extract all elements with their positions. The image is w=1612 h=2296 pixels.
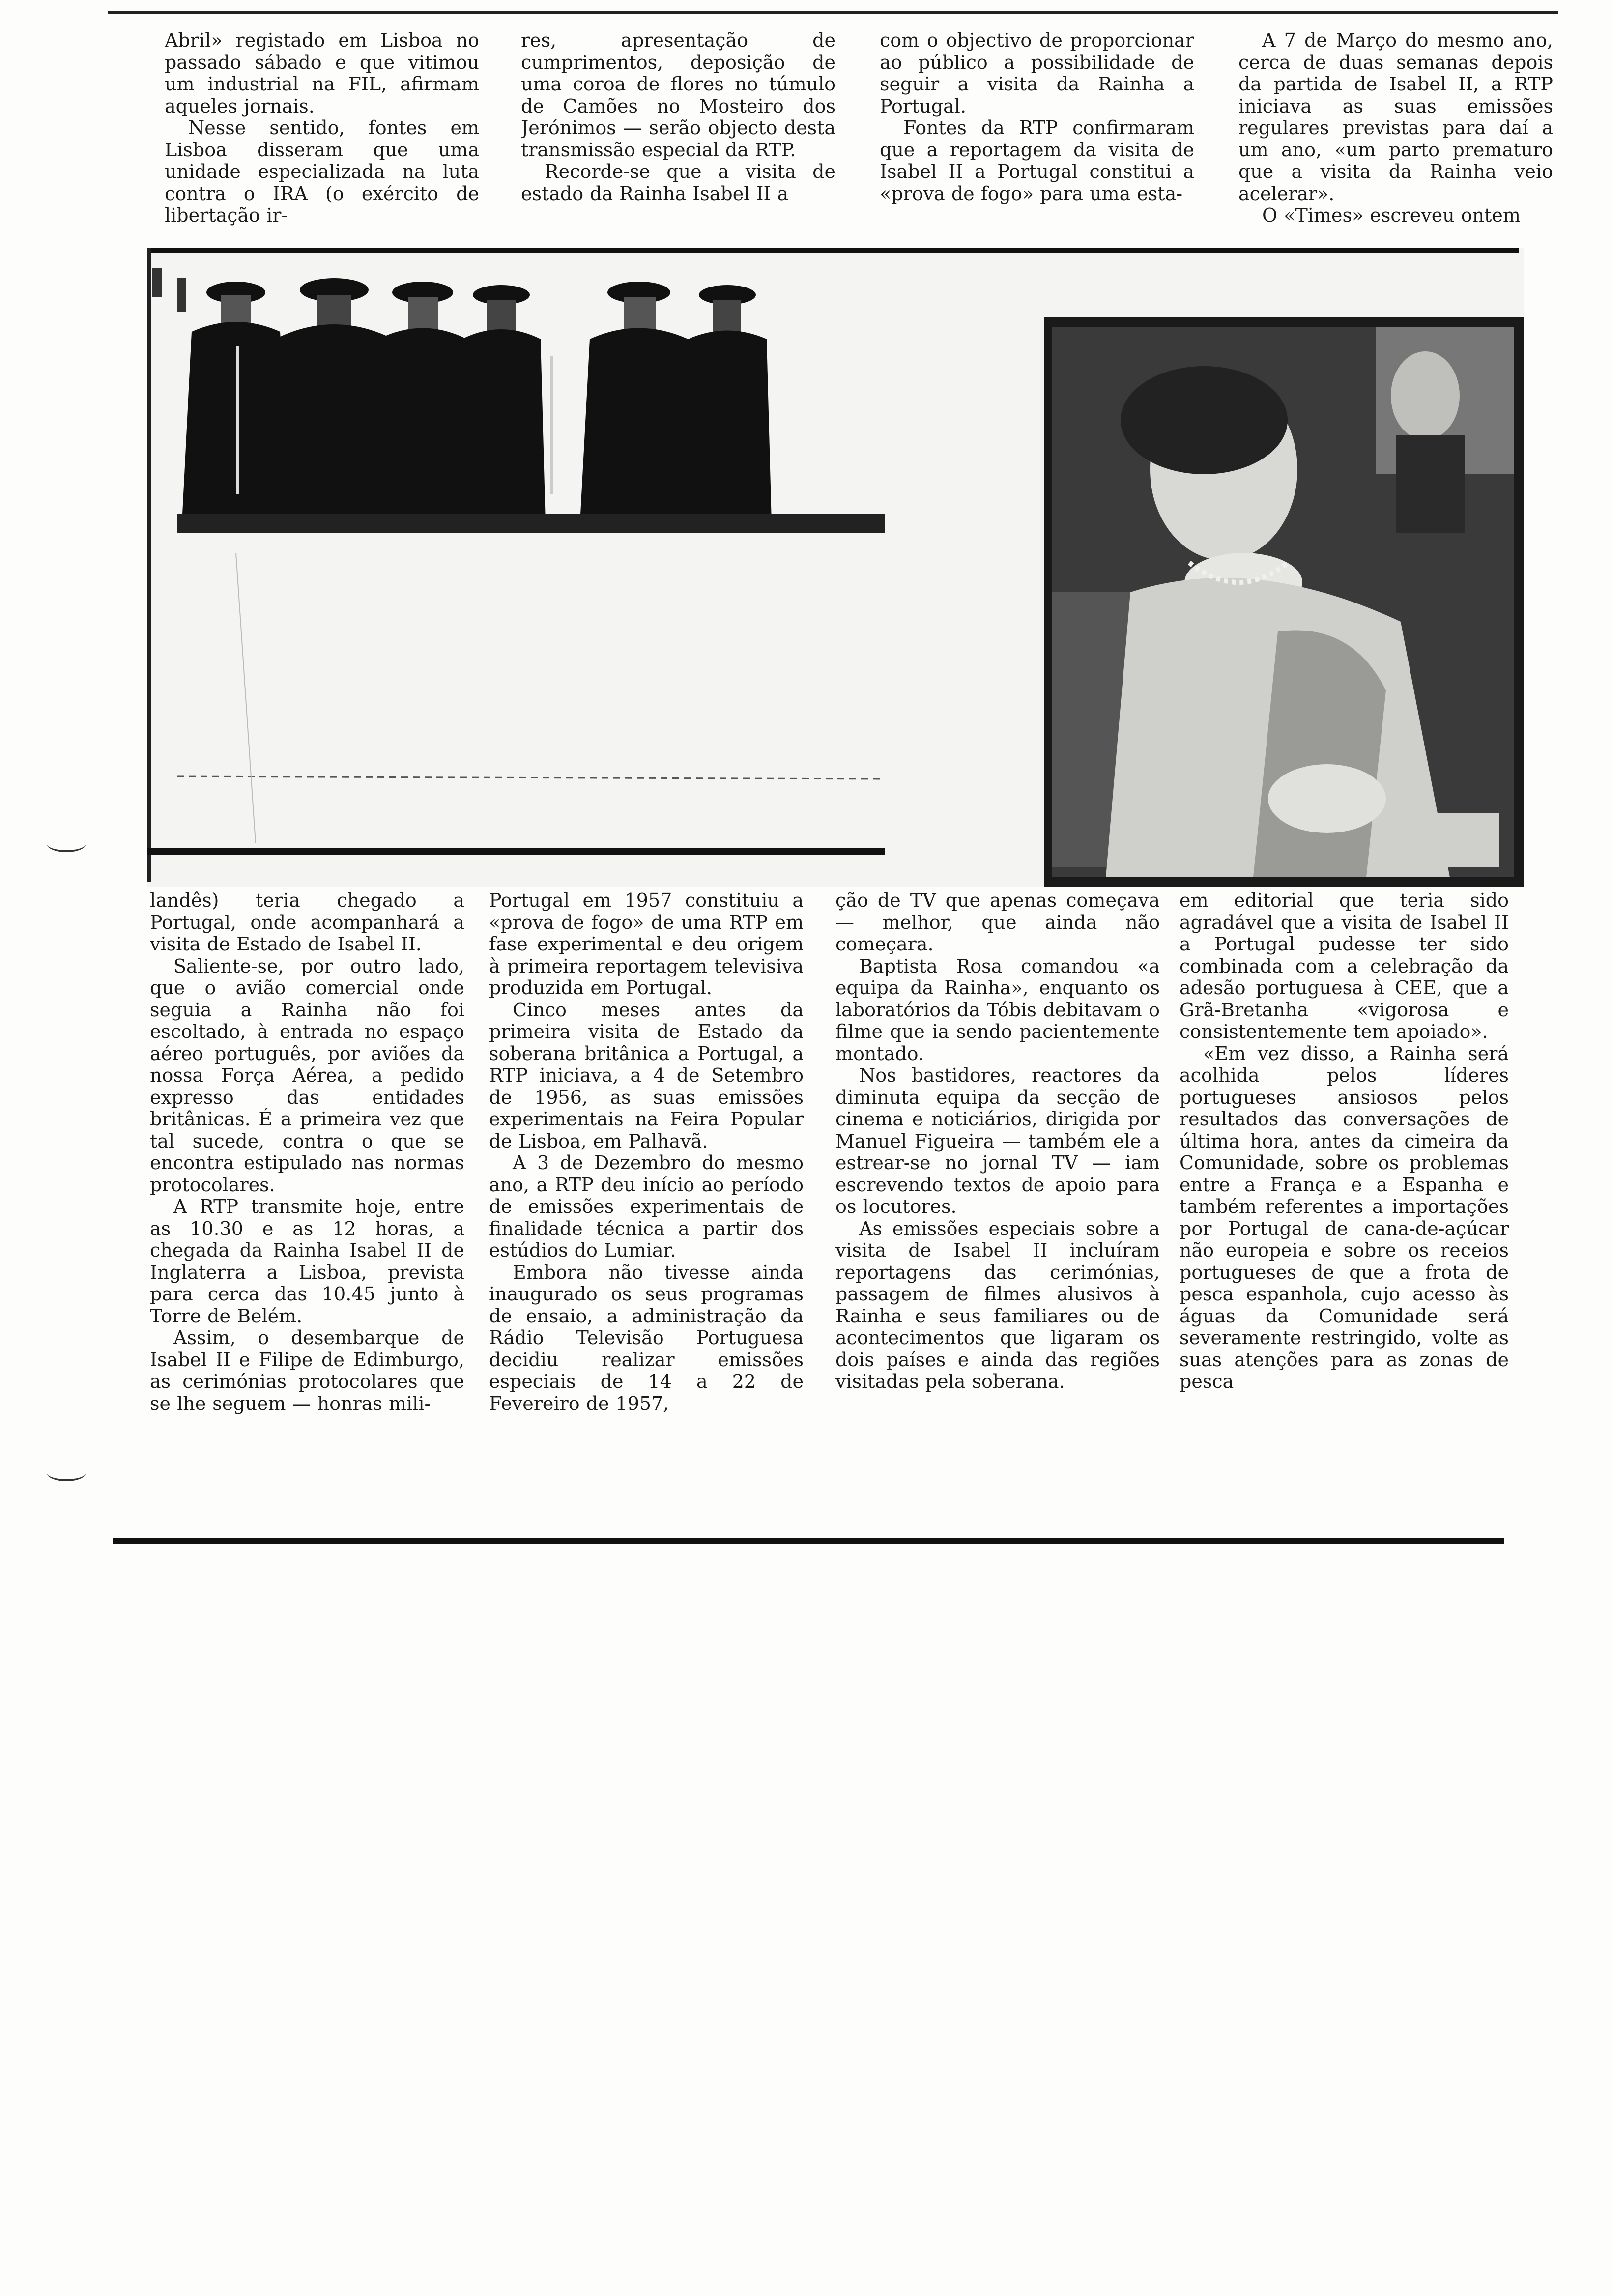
paragraph: Fontes da RTP confirmaram que a reportagem da visita de Isabel II a Portugal constitui a «prova de fogo» para uma esta- bbox=[880, 117, 1194, 204]
top-column-1 bbox=[165, 29, 479, 256]
scan-mark bbox=[47, 1464, 86, 1481]
paragraph: Portugal em 1957 constituiu a «prova de fogo» de uma RTP em fase experimental e deu origem à primeira reportagem televisiva produzida em Portugal. bbox=[489, 890, 804, 999]
paragraph: A 7 de Março do mesmo ano, cerca de duas semanas depois da partida de Isabel II, a RTP iniciava as suas emissões regulares previstas para daí a um ano, «um parto prematuro que a visita da Rainha veio acelerar». bbox=[1238, 29, 1553, 204]
top-column-2 bbox=[521, 29, 835, 256]
scan-mark bbox=[47, 835, 86, 852]
paragraph: A RTP transmite hoje, entre as 10.30 e as 12 horas, a chegada da Rainha Isabel II de Inglaterra a Lisboa, prevista para cerca das 10.45 junto à Torre de Belém. bbox=[150, 1196, 464, 1327]
paragraph: ção de TV que apenas começava — melhor, que ainda não começara. bbox=[835, 890, 1160, 955]
paragraph: Baptista Rosa comandou «a equipa da Rainha», enquanto os laboratórios da Tóbis debitavam o filme que ia sendo pacientemente montado. bbox=[835, 955, 1160, 1064]
paragraph: res, apresentação de cumprimentos, deposição de uma coroa de flores no túmulo de Camões no Mosteiro dos Jerónimos — serão objecto desta transmissão especial da RTP. bbox=[521, 29, 835, 161]
bottom-column-2 bbox=[489, 890, 804, 1528]
bottom-rule bbox=[113, 1538, 1504, 1544]
paragraph: O «Times» escreveu ontem bbox=[1262, 204, 1521, 226]
paragraph: As emissões especiais sobre a visita de Isabel II incluíram reportagens das cerimónias, passagem de filmes alusivos à Rainha e seus familiares ou de acontecimentos que ligaram os dois países e ainda das regiões visitadas pela soberana. bbox=[835, 1217, 1160, 1392]
paragraph: «Em vez disso, a Rainha será acolhida pelos líderes portugueses ansiosos pelos resultados das conversações de última hora, antes da cimeira da Comunidade, sobre os problemas entre a França e a Espanha e também referentes a importações por Portugal de cana-de-açúcar não europeia e sobre os receios portugueses de que a frota de pesca espanhola, cujo acesso às águas da Comunidade será severamente restringido, volte as suas atenções para as zonas de pesca bbox=[1180, 1042, 1509, 1392]
news-photo bbox=[147, 248, 1524, 887]
paragraph: Embora não tivesse ainda inaugurado os seus programas de ensaio, a administração da Rádio Televisão Portuguesa decidiu realizar emissões especiais de 14 a 22 de Fevereiro de 1957, bbox=[489, 1261, 804, 1414]
bottom-column-1 bbox=[150, 890, 464, 1528]
paragraph: Nesse sentido, fontes em Lisboa disseram que uma unidade especializada na luta contra o IRA (o exército de libertação ir- bbox=[165, 117, 479, 226]
paragraph: com o objectivo de proporcionar ao público a possibilidade de seguir a visita da Rainha a Portugal. bbox=[880, 29, 1194, 117]
top-column-3 bbox=[880, 29, 1194, 256]
paragraph: landês) teria chegado a Portugal, onde acompanhará a visita de Estado de Isabel II. bbox=[150, 890, 464, 955]
photo-officers-and-queen bbox=[147, 248, 1524, 887]
paragraph: Assim, o desembarque de Isabel II e Filipe de Edimburgo, as cerimónias protocolares que se lhe seguem — honras mili- bbox=[150, 1327, 464, 1414]
paragraph: Saliente-se, por outro lado, que o avião comercial onde seguia a Rainha não foi escoltado, à entrada no espaço aéreo português, por aviões da nossa Força Aérea, a pedido expresso das entidades britânicas. É a primeira vez que tal sucede, contra o que se encontra estipulado nas normas protocolares. bbox=[150, 955, 464, 1196]
paragraph: Abril» registado em Lisboa no passado sábado e que vitimou um industrial na FIL, afirmam aqueles jornais. bbox=[165, 29, 479, 117]
bottom-column-3 bbox=[835, 890, 1160, 1528]
queen-portrait-inset bbox=[1044, 317, 1524, 887]
top-column-4 bbox=[1238, 29, 1553, 256]
bottom-column-4 bbox=[1180, 890, 1509, 1528]
paragraph: Nos bastidores, reactores da diminuta equipa da secção de cinema e noticiários, dirigida por Manuel Figueira — também ele a estrear-se no jornal TV — iam escrevendo textos de apoio para os locutores. bbox=[835, 1064, 1160, 1217]
top-rule bbox=[108, 11, 1558, 14]
paragraph: Recorde-se que a visita de estado da Rainha Isabel II a bbox=[521, 161, 835, 204]
paragraph: A 3 de Dezembro do mesmo ano, a RTP deu início ao período de emissões experimentais de finalidade técnica a partir dos estúdios do Lumiar. bbox=[489, 1152, 804, 1261]
paragraph: em editorial que teria sido agradável que a visita de Isabel II a Portugal pudesse ter sido combinada com a celebração da adesão portuguesa à CEE, que a Grã-Bretanha «vigorosa e consistentemente tem apoiado». bbox=[1180, 890, 1509, 1042]
paragraph: Cinco meses antes da primeira visita de Estado da soberana britânica a Portugal, a RTP iniciava, a 4 de Setembro de 1956, as suas emissões experimentais na Feira Popular de Lisboa, em Palhavã. bbox=[489, 999, 804, 1152]
